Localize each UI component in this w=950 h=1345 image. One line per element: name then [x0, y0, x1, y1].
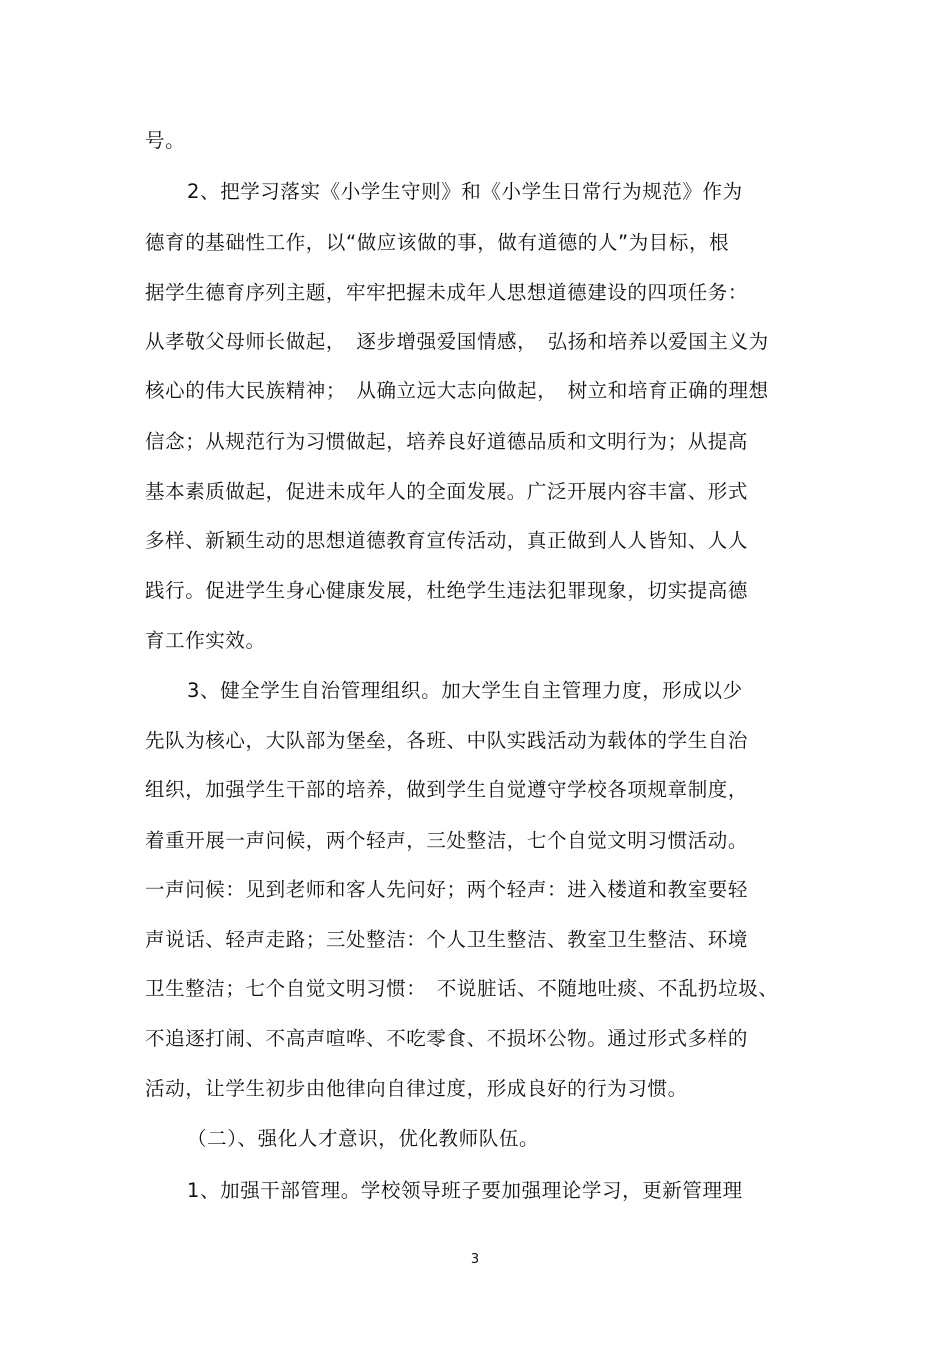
text-line-15: 着重开展一声问候，两个轻声，三处整洁，七个自觉文明习惯活动。 [145, 829, 749, 852]
text-line-1: 号。 [145, 129, 186, 152]
text-line-4: 据学生德育序列主题，牢牢把握未成年人思想道德建设的四项任务： [145, 281, 749, 304]
text-line-22: 1、加强干部管理。学校领导班子要加强理论学习，更新管理理 [187, 1179, 743, 1202]
text-line-18: 卫生整洁；七个自觉文明习惯： 不说脏话、不随地吐痰、不乱扔垃圾、 [145, 977, 779, 1000]
text-line-7: 信念；从规范行为习惯做起，培养良好道德品质和文明行为；从提高 [145, 430, 749, 453]
text-line-13: 先队为核心，大队部为堡垒，各班、中队实践活动为载体的学生自治 [145, 729, 749, 752]
text-line-10: 践行。促进学生身心健康发展，杜绝学生违法犯罪现象，切实提高德 [145, 579, 749, 602]
page-number: 3 [470, 1252, 480, 1267]
section-heading: （二）、强化人才意识，优化教师队伍。 [187, 1127, 540, 1150]
text-line-16: 一声问候：见到老师和客人先问好；两个轻声：进入楼道和教室要轻 [145, 878, 749, 901]
text-line-20: 活动，让学生初步由他律向自律过度，形成良好的行为习惯。 [145, 1077, 688, 1100]
text-line-2: 2、把学习落实《小学生守则》和《小学生日常行为规范》作为 [187, 180, 743, 203]
text-line-11: 育工作实效。 [145, 629, 266, 652]
text-line-9: 多样、新颖生动的思想道德教育宣传活动，真正做到人人皆知、人人 [145, 529, 749, 552]
text-line-8: 基本素质做起，促进未成年人的全面发展。广泛开展内容丰富、形式 [145, 480, 749, 503]
text-line-12: 3、健全学生自治管理组织。加大学生自主管理力度，形成以少 [187, 679, 743, 702]
text-line-6: 核心的伟大民族精神； 从确立远大志向做起， 树立和培育正确的理想 [145, 379, 769, 402]
text-line-14: 组织，加强学生干部的培养，做到学生自觉遵守学校各项规章制度， [145, 778, 749, 801]
text-line-17: 声说话、轻声走路；三处整洁：个人卫生整洁、教室卫生整洁、环境 [145, 928, 749, 951]
text-line-3: 德育的基础性工作，以“做应该做的事，做有道德的人”为目标，根 [145, 231, 730, 254]
text-line-5: 从孝敬父母师长做起， 逐步增强爱国情感， 弘扬和培养以爱国主义为 [145, 330, 769, 353]
text-line-19: 不追逐打闹、不高声喧哗、不吃零食、不损坏公物。通过形式多样的 [145, 1027, 749, 1050]
